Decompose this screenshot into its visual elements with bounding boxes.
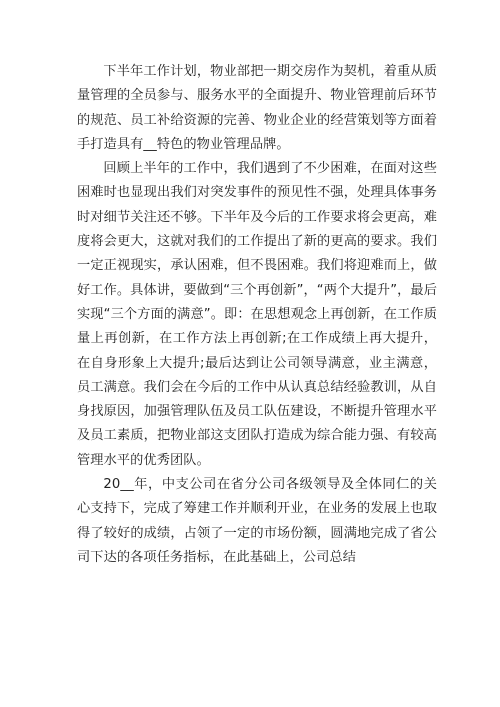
paragraph-work-plan: 下半年工作计划，物业部把一期交房作为契机，着重从质量管理的全员参与、服务水平的全面提升、物业管理前后环节的规范、员工补给资源的完善、物业企业的经营策划等方面着手打造具有__特色的物业管理品牌。	[77, 64, 437, 152]
paragraph-review: 回顾上半年的工作中，我们遇到了不少困难，在面对这些困难时也显现出我们对突发事件的预见性不强，处理具体事务时对细节关注还不够。下半年及今后的工作要求将会更高，难度将会更大，这就对我们的工作提出了新的更高的要求。我们一定正视现实，承认困难，但不畏困难。我们将迎难而上，做好工作。具体讲，要做到“三个再创新”，“两个大提升”，最后实现“三个方面的满意”。即：在思想观念上再创新，在工作质量上再创新，在工作方法上再创新;在工作成绩上再大提升，在自身形象上大提升;最后达到让公司领导满意，业主满意，员工满意。我们会在今后的工作中从认真总结经验教训，从自身找原因，加强管理队伍及员工队伍建设，不断提升管理水平及员工素质，把物业部这支团队打造成为综合能力强、有较高管理水平的优秀团队。	[77, 161, 437, 468]
paragraph-company-summary: 20__年，中支公司在省分公司各级领导及全体同仁的关心支持下，完成了筹建工作并顺利开业，在业务的发展上也取得了较好的成绩，占领了一定的市场份额，圆满地完成了省公司下达的各项任务指标，在此基础上，公司总结	[77, 477, 437, 565]
document-body	[77, 60, 437, 570]
